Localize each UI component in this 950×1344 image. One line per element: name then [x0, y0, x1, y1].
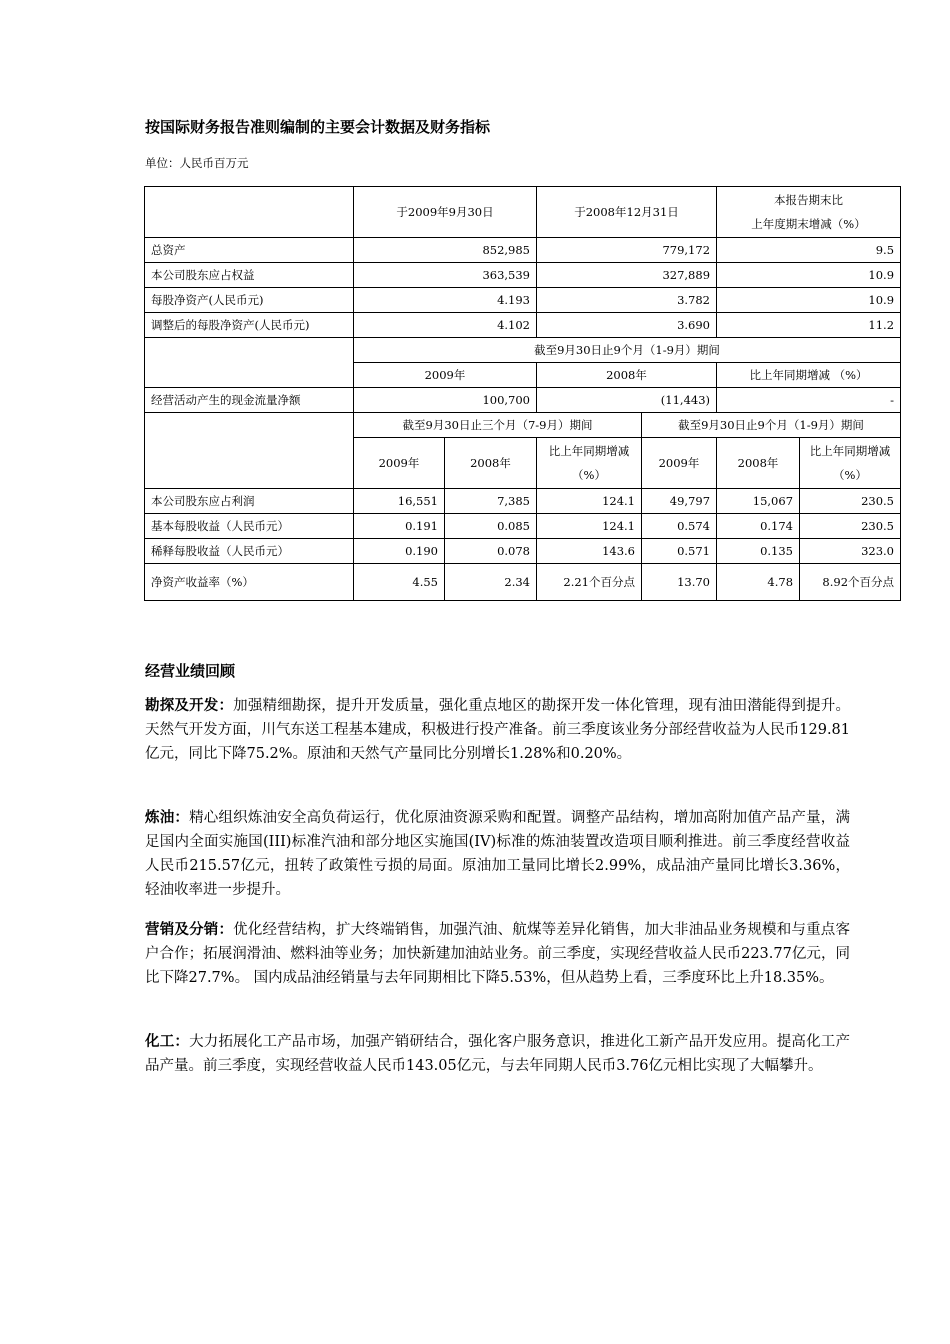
col-header-change: [800, 438, 901, 489]
cell: 4.55: [354, 564, 445, 601]
col-header-change: 比上年同期增减 （%）: [717, 363, 901, 388]
row-label: 本公司股东应占利润: [145, 489, 354, 514]
paragraph-body: 精心组织炼油安全高负荷运行，优化原油资源采购和配置。调整产品结构，增加高附加值产品产量，满足国内全面实施国(III)标准汽油和部分地区实施国(IV)标准的炼油装置改造项目顺利推进。前三季度经营收益人民币215.57亿元，扭转了政策性亏损的局面。原油加工量同比增长2.99%，成品油产量同比增长3.36%，轻油收率进一步提升。: [145, 810, 850, 898]
col-header-2008: 2008年: [445, 438, 537, 489]
cell: 0.135: [717, 539, 800, 564]
row-label: 稀释每股收益（人民币元）: [145, 539, 354, 564]
row-label: 每股净资产(人民币元): [145, 288, 354, 313]
cell: 2.21个百分点: [537, 564, 642, 601]
cell: 8.92个百分点: [800, 564, 901, 601]
cell: 9.5: [717, 238, 901, 263]
cell: 0.574: [642, 514, 717, 539]
cell: 4.193: [354, 288, 537, 313]
cell: 100,700: [354, 388, 537, 413]
cell: 230.5: [800, 489, 901, 514]
cell: 363,539: [354, 263, 537, 288]
col-header-2009: 2009年: [642, 438, 717, 489]
table-row: [145, 238, 901, 263]
col-header-change: [537, 438, 642, 489]
paragraph-heading: 化工：: [145, 1034, 190, 1050]
review-paragraph-chemicals: [145, 1030, 850, 1078]
cell: 0.085: [445, 514, 537, 539]
cell: 15,067: [717, 489, 800, 514]
table-row: [145, 489, 901, 514]
col-header-2008: 2008年: [537, 363, 717, 388]
paragraph-body: 优化经营结构，扩大终端销售，加强汽油、航煤等差异化销售，加大非油品业务规模和与重点客户合作；拓展润滑油、燃料油等业务；加快新建加油站业务。前三季度，实现经营收益人民币223.77亿元，同比下降27.7%。 国内成品油经销量与去年同期相比下降5.53%，但从趋势上看，三季度环比上升18.35%。: [145, 922, 851, 986]
cell: 7,385: [445, 489, 537, 514]
paragraph-heading: 炼油：: [145, 810, 190, 826]
cell: 4.102: [354, 313, 537, 338]
table-row: [145, 514, 901, 539]
review-paragraph-refining: [145, 806, 850, 902]
cell: 10.9: [717, 263, 901, 288]
col-header-change-line1: 本报告期末比: [774, 193, 844, 207]
cell: 779,172: [537, 238, 717, 263]
cell: 0.190: [354, 539, 445, 564]
col-header-2009: 2009年: [354, 438, 445, 489]
row-label: 调整后的每股净资产(人民币元): [145, 313, 354, 338]
table1-header-row: [145, 187, 901, 238]
cell: 10.9: [717, 288, 901, 313]
cell: 2.34: [445, 564, 537, 601]
col-header-2008: 2008年: [717, 438, 800, 489]
table-row: [145, 313, 901, 338]
cell: 0.191: [354, 514, 445, 539]
cell: 143.6: [537, 539, 642, 564]
cell: 0.174: [717, 514, 800, 539]
empty-header-cell: [145, 413, 354, 489]
table2-period-row: [145, 338, 901, 363]
period-header-9m: 截至9月30日止9个月（1-9月）期间: [642, 413, 901, 438]
empty-header-cell: [145, 187, 354, 238]
col-header-change-line2: （%）: [833, 468, 867, 482]
table3-period-row: [145, 413, 901, 438]
col-header-change-line2: （%）: [572, 468, 606, 482]
cell: (11,443): [537, 388, 717, 413]
paragraph-body: 加强精细勘探，提升开发质量，强化重点地区的勘探开发一体化管理，现有油田潜能得到提升。天然气开发方面，川气东送工程基本建成，积极进行投产准备。前三季度该业务分部经营收益为人民币129.81亿元，同比下降75.2%。原油和天然气产量同比分别增长1.28%和0.20%。: [145, 698, 851, 762]
review-paragraph-exploration: [145, 694, 850, 766]
cell: 0.078: [445, 539, 537, 564]
col-header-2008: 于2008年12月31日: [537, 187, 717, 238]
cell: 0.571: [642, 539, 717, 564]
review-title: 经营业绩回顾: [145, 662, 236, 680]
paragraph-heading: 勘探及开发：: [145, 698, 234, 714]
table-row: [145, 388, 901, 413]
table-row: [145, 564, 901, 601]
empty-header-cell: [145, 338, 354, 388]
col-header-2009: 2009年: [354, 363, 537, 388]
cell: 230.5: [800, 514, 901, 539]
col-header-change: [717, 187, 901, 238]
period-header: 截至9月30日止9个月（1-9月）期间: [354, 338, 901, 363]
cell: 3.782: [537, 288, 717, 313]
financial-table: [144, 186, 901, 601]
cell: 3.690: [537, 313, 717, 338]
cell: 852,985: [354, 238, 537, 263]
cell: -: [717, 388, 901, 413]
table-row: [145, 263, 901, 288]
cell: 13.70: [642, 564, 717, 601]
col-header-change-line1: 比上年同期增减: [548, 444, 630, 458]
table-row: [145, 539, 901, 564]
period-header-q3: 截至9月30日止三个月（7-9月）期间: [354, 413, 642, 438]
unit-label: 单位：人民币百万元: [145, 156, 249, 170]
page-title: 按国际财务报告准则编制的主要会计数据及财务指标: [145, 118, 491, 136]
row-label: 净资产收益率（%）: [145, 564, 354, 601]
cell: 124.1: [537, 514, 642, 539]
row-label: 基本每股收益（人民币元）: [145, 514, 354, 539]
row-label: 本公司股东应占权益: [145, 263, 354, 288]
cell: 4.78: [717, 564, 800, 601]
cell: 11.2: [717, 313, 901, 338]
cell: 323.0: [800, 539, 901, 564]
review-paragraph-marketing: [145, 918, 850, 990]
col-header-change-line1: 比上年同期增减: [809, 444, 891, 458]
cell: 16,551: [354, 489, 445, 514]
col-header-change-line2: 上年度期末增减（%）: [751, 217, 866, 231]
cell: 49,797: [642, 489, 717, 514]
row-label: 总资产: [145, 238, 354, 263]
table-row: [145, 288, 901, 313]
cell: 327,889: [537, 263, 717, 288]
paragraph-heading: 营销及分销：: [145, 922, 234, 938]
paragraph-body: 大力拓展化工产品市场，加强产销研结合，强化客户服务意识，推进化工新产品开发应用。提高化工产品产量。前三季度，实现经营收益人民币143.05亿元，与去年同期人民币3.76亿元相比实现了大幅攀升。: [145, 1034, 850, 1074]
row-label: 经营活动产生的现金流量净额: [145, 388, 354, 413]
cell: 124.1: [537, 489, 642, 514]
col-header-2009: 于2009年9月30日: [354, 187, 537, 238]
